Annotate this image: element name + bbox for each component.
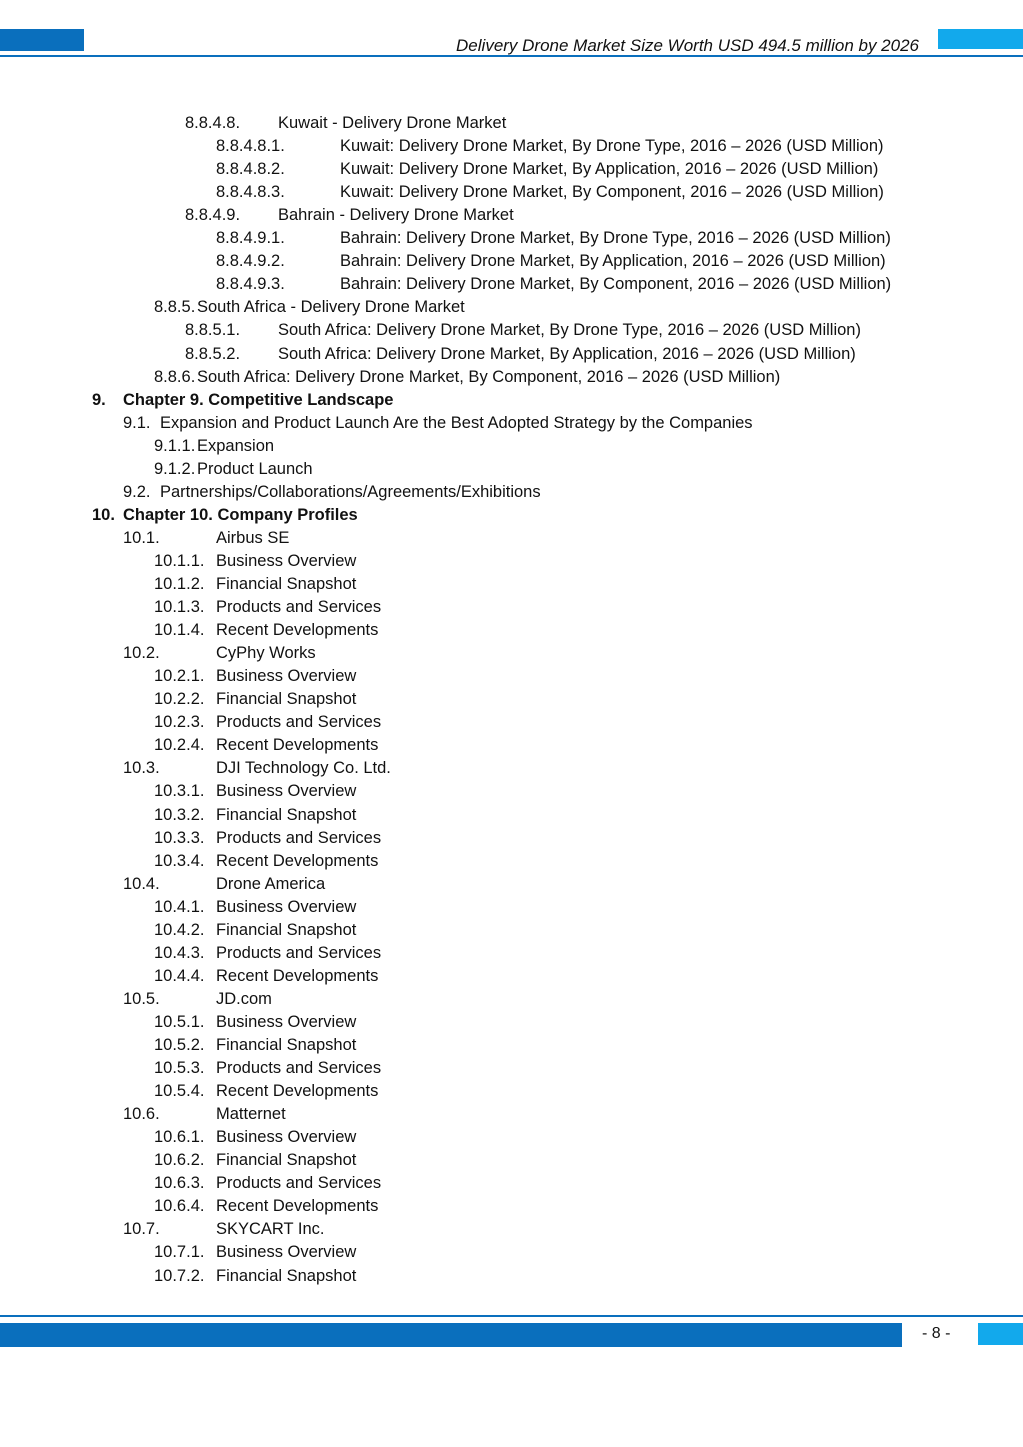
toc-entry-number: 10.1.3. — [154, 598, 205, 617]
toc-entry-number: 10.3.2. — [154, 805, 205, 824]
toc-entry-number: 8.8.4.8.3. — [216, 183, 285, 202]
toc-entry-title: Recent Developments — [216, 736, 379, 755]
toc-entry-number: 10.2.1. — [154, 667, 205, 686]
toc-entry-number: 10.6.1. — [154, 1128, 205, 1147]
toc-entry-title: Bahrain: Delivery Drone Market, By Application, 2016 – 2026 (USD Million) — [340, 252, 886, 271]
toc-entry-title: Bahrain: Delivery Drone Market, By Drone Type, 2016 – 2026 (USD Million) — [340, 229, 891, 248]
toc-entry-title: South Africa - Delivery Drone Market — [197, 298, 465, 317]
toc-entry-title: Expansion — [197, 436, 275, 455]
toc-entry-number: 10. — [92, 505, 115, 524]
toc-entry-number: 8.8.5.2. — [185, 344, 241, 363]
toc-entry-title: Business Overview — [216, 782, 357, 801]
toc-entry-number: 10.5. — [123, 989, 160, 1008]
toc-entry-title: Airbus SE — [216, 528, 290, 547]
toc-entry-title: Bahrain - Delivery Drone Market — [278, 206, 514, 225]
toc-entry-number: 10.2. — [123, 644, 160, 663]
footer-rule — [0, 1315, 1023, 1317]
toc-entry-title: Business Overview — [216, 551, 357, 570]
toc-entry-number: 8.8.6. — [154, 367, 196, 386]
toc-entry-number: 10.4.3. — [154, 943, 205, 962]
toc-entry-title: Recent Developments — [216, 1197, 379, 1216]
toc-entry-title: Products and Services — [216, 828, 382, 847]
toc-entry-title: Business Overview — [216, 1128, 357, 1147]
toc-entry-title: Financial Snapshot — [216, 1036, 357, 1054]
toc-entry-number: 10.6.3. — [154, 1174, 205, 1193]
toc-entry-number: 10.4.1. — [154, 897, 205, 916]
toc-entry-number: 10.1. — [123, 528, 160, 547]
toc-entry-number: 10.5.1. — [154, 1012, 205, 1031]
toc-entry-number: 8.8.4.9.1. — [216, 229, 285, 248]
toc-entry-number: 8.8.5. — [154, 298, 196, 317]
toc-entry-title: DJI Technology Co. Ltd. — [216, 759, 391, 778]
toc-entry-title: JD.com — [216, 989, 272, 1008]
toc-entry-title: Business Overview — [216, 1243, 357, 1262]
toc-entry-title: Recent Developments — [216, 1082, 379, 1101]
toc-entry-number: 10.1.2. — [154, 575, 205, 593]
toc-entry-title: Kuwait: Delivery Drone Market, By Application, 2016 – 2026 (USD Million) — [340, 160, 879, 179]
toc-entry-title: Financial Snapshot — [216, 1151, 357, 1170]
toc-entry-title: Financial Snapshot — [216, 805, 357, 824]
toc-entry-title: Drone America — [216, 874, 326, 893]
toc-entry-number: 8.8.4.9.3. — [216, 275, 285, 294]
toc-entry-title: Financial Snapshot — [216, 575, 357, 593]
toc-entry-number: 10.7.1. — [154, 1243, 205, 1262]
toc-entry-number: 10.2.3. — [154, 713, 205, 732]
toc-entry-title: CyPhy Works — [216, 644, 316, 663]
toc-entry-number: 10.2.4. — [154, 736, 205, 755]
toc-entry-number: 9.2. — [123, 482, 151, 501]
toc-entry-title: Chapter 10. Company Profiles — [123, 505, 358, 524]
toc-entry-title: SKYCART Inc. — [216, 1220, 325, 1239]
toc-entry-number: 9. — [92, 390, 106, 409]
toc-entry-title: Financial Snapshot — [216, 1266, 357, 1285]
footer-bar — [0, 1323, 902, 1347]
toc-entry-number: 10.3.4. — [154, 851, 205, 870]
toc-entry-title: Recent Developments — [216, 621, 379, 640]
toc-entry-title: Business Overview — [216, 897, 357, 916]
toc-entry-number: 10.4. — [123, 874, 160, 893]
toc-entry-title: Products and Services — [216, 943, 382, 962]
toc-entry-number: 10.5.4. — [154, 1082, 205, 1101]
toc-entry-title: Products and Services — [216, 1174, 382, 1193]
toc-entry-title: Recent Developments — [216, 966, 379, 985]
toc-entry-title: Kuwait - Delivery Drone Market — [278, 114, 507, 132]
footer-accent-right — [978, 1323, 1023, 1345]
toc-entry-title: Business Overview — [216, 667, 357, 686]
toc-entry-number: 10.1.4. — [154, 621, 205, 640]
toc-entry-title: Kuwait: Delivery Drone Market, By Component, 2016 – 2026 (USD Million) — [340, 183, 884, 202]
toc-entry-number: 9.1. — [123, 413, 151, 432]
header-accent-right — [938, 29, 1023, 49]
toc-entry-number: 10.6. — [123, 1105, 160, 1124]
toc-entry-number: 9.1.2. — [154, 459, 196, 478]
toc-entry-number: 10.3.1. — [154, 782, 205, 801]
toc-entry-number: 8.8.4.8.1. — [216, 137, 285, 156]
toc-entry-title: Recent Developments — [216, 851, 379, 870]
toc-entry-title: Chapter 9. Competitive Landscape — [123, 390, 394, 409]
toc-entry-title: Products and Services — [216, 1059, 382, 1078]
toc-entry-title: South Africa: Delivery Drone Market, By Component, 2016 – 2026 (USD Million) — [197, 367, 781, 386]
toc-entry-title: Kuwait: Delivery Drone Market, By Drone Type, 2016 – 2026 (USD Million) — [340, 137, 884, 156]
toc-entry-number: 10.5.2. — [154, 1036, 205, 1054]
toc-entry-title: Product Launch — [197, 459, 313, 478]
toc-entry-title: Expansion and Product Launch Are the Best Adopted Strategy by the Companies — [160, 413, 753, 432]
toc-entry-number: 10.7. — [123, 1220, 160, 1239]
toc-entry-number: 9.1.1. — [154, 436, 196, 455]
toc-entry-number: 8.8.4.9.2. — [216, 252, 285, 271]
toc-entry-title: Financial Snapshot — [216, 690, 357, 709]
toc-entry-title: South Africa: Delivery Drone Market, By Drone Type, 2016 – 2026 (USD Million) — [278, 321, 861, 340]
toc-entry-title: South Africa: Delivery Drone Market, By Application, 2016 – 2026 (USD Million) — [278, 344, 856, 363]
toc-entry-title: Bahrain: Delivery Drone Market, By Component, 2016 – 2026 (USD Million) — [340, 275, 892, 294]
toc-entry-number: 10.4.4. — [154, 966, 205, 985]
toc-entry-number: 10.3. — [123, 759, 160, 778]
toc-entry-number: 10.5.3. — [154, 1059, 205, 1078]
header-rule — [0, 55, 1023, 57]
toc-entry-number: 10.4.2. — [154, 920, 205, 939]
header-accent-left — [0, 29, 84, 51]
toc-entry-title: Business Overview — [216, 1012, 357, 1031]
toc-entry-number: 10.1.1. — [154, 551, 205, 570]
toc-entry-number: 10.6.4. — [154, 1197, 205, 1216]
toc-entry-title: Financial Snapshot — [216, 920, 357, 939]
toc-entry-number: 8.8.4.8.2. — [216, 160, 285, 179]
toc-entry-number: 10.6.2. — [154, 1151, 205, 1170]
toc-entry-title: Products and Services — [216, 713, 382, 732]
toc-entry-title: Partnerships/Collaborations/Agreements/Exhibitions — [160, 482, 541, 501]
report-header-title: Delivery Drone Market Size Worth USD 494.5 million by 2026 — [456, 36, 919, 55]
page-number: - 8 - — [922, 1325, 951, 1342]
toc-entry-number: 10.7.2. — [154, 1266, 205, 1285]
toc-entry-number: 10.3.3. — [154, 828, 205, 847]
toc-entry-number: 8.8.4.9. — [185, 206, 241, 225]
toc-entry-title: Products and Services — [216, 598, 382, 617]
toc-entry-title: Matternet — [216, 1105, 286, 1124]
toc-entry-number: 8.8.5.1. — [185, 321, 241, 340]
toc-entry-number: 8.8.4.8. — [185, 114, 241, 132]
toc-entry-number: 10.2.2. — [154, 690, 205, 709]
